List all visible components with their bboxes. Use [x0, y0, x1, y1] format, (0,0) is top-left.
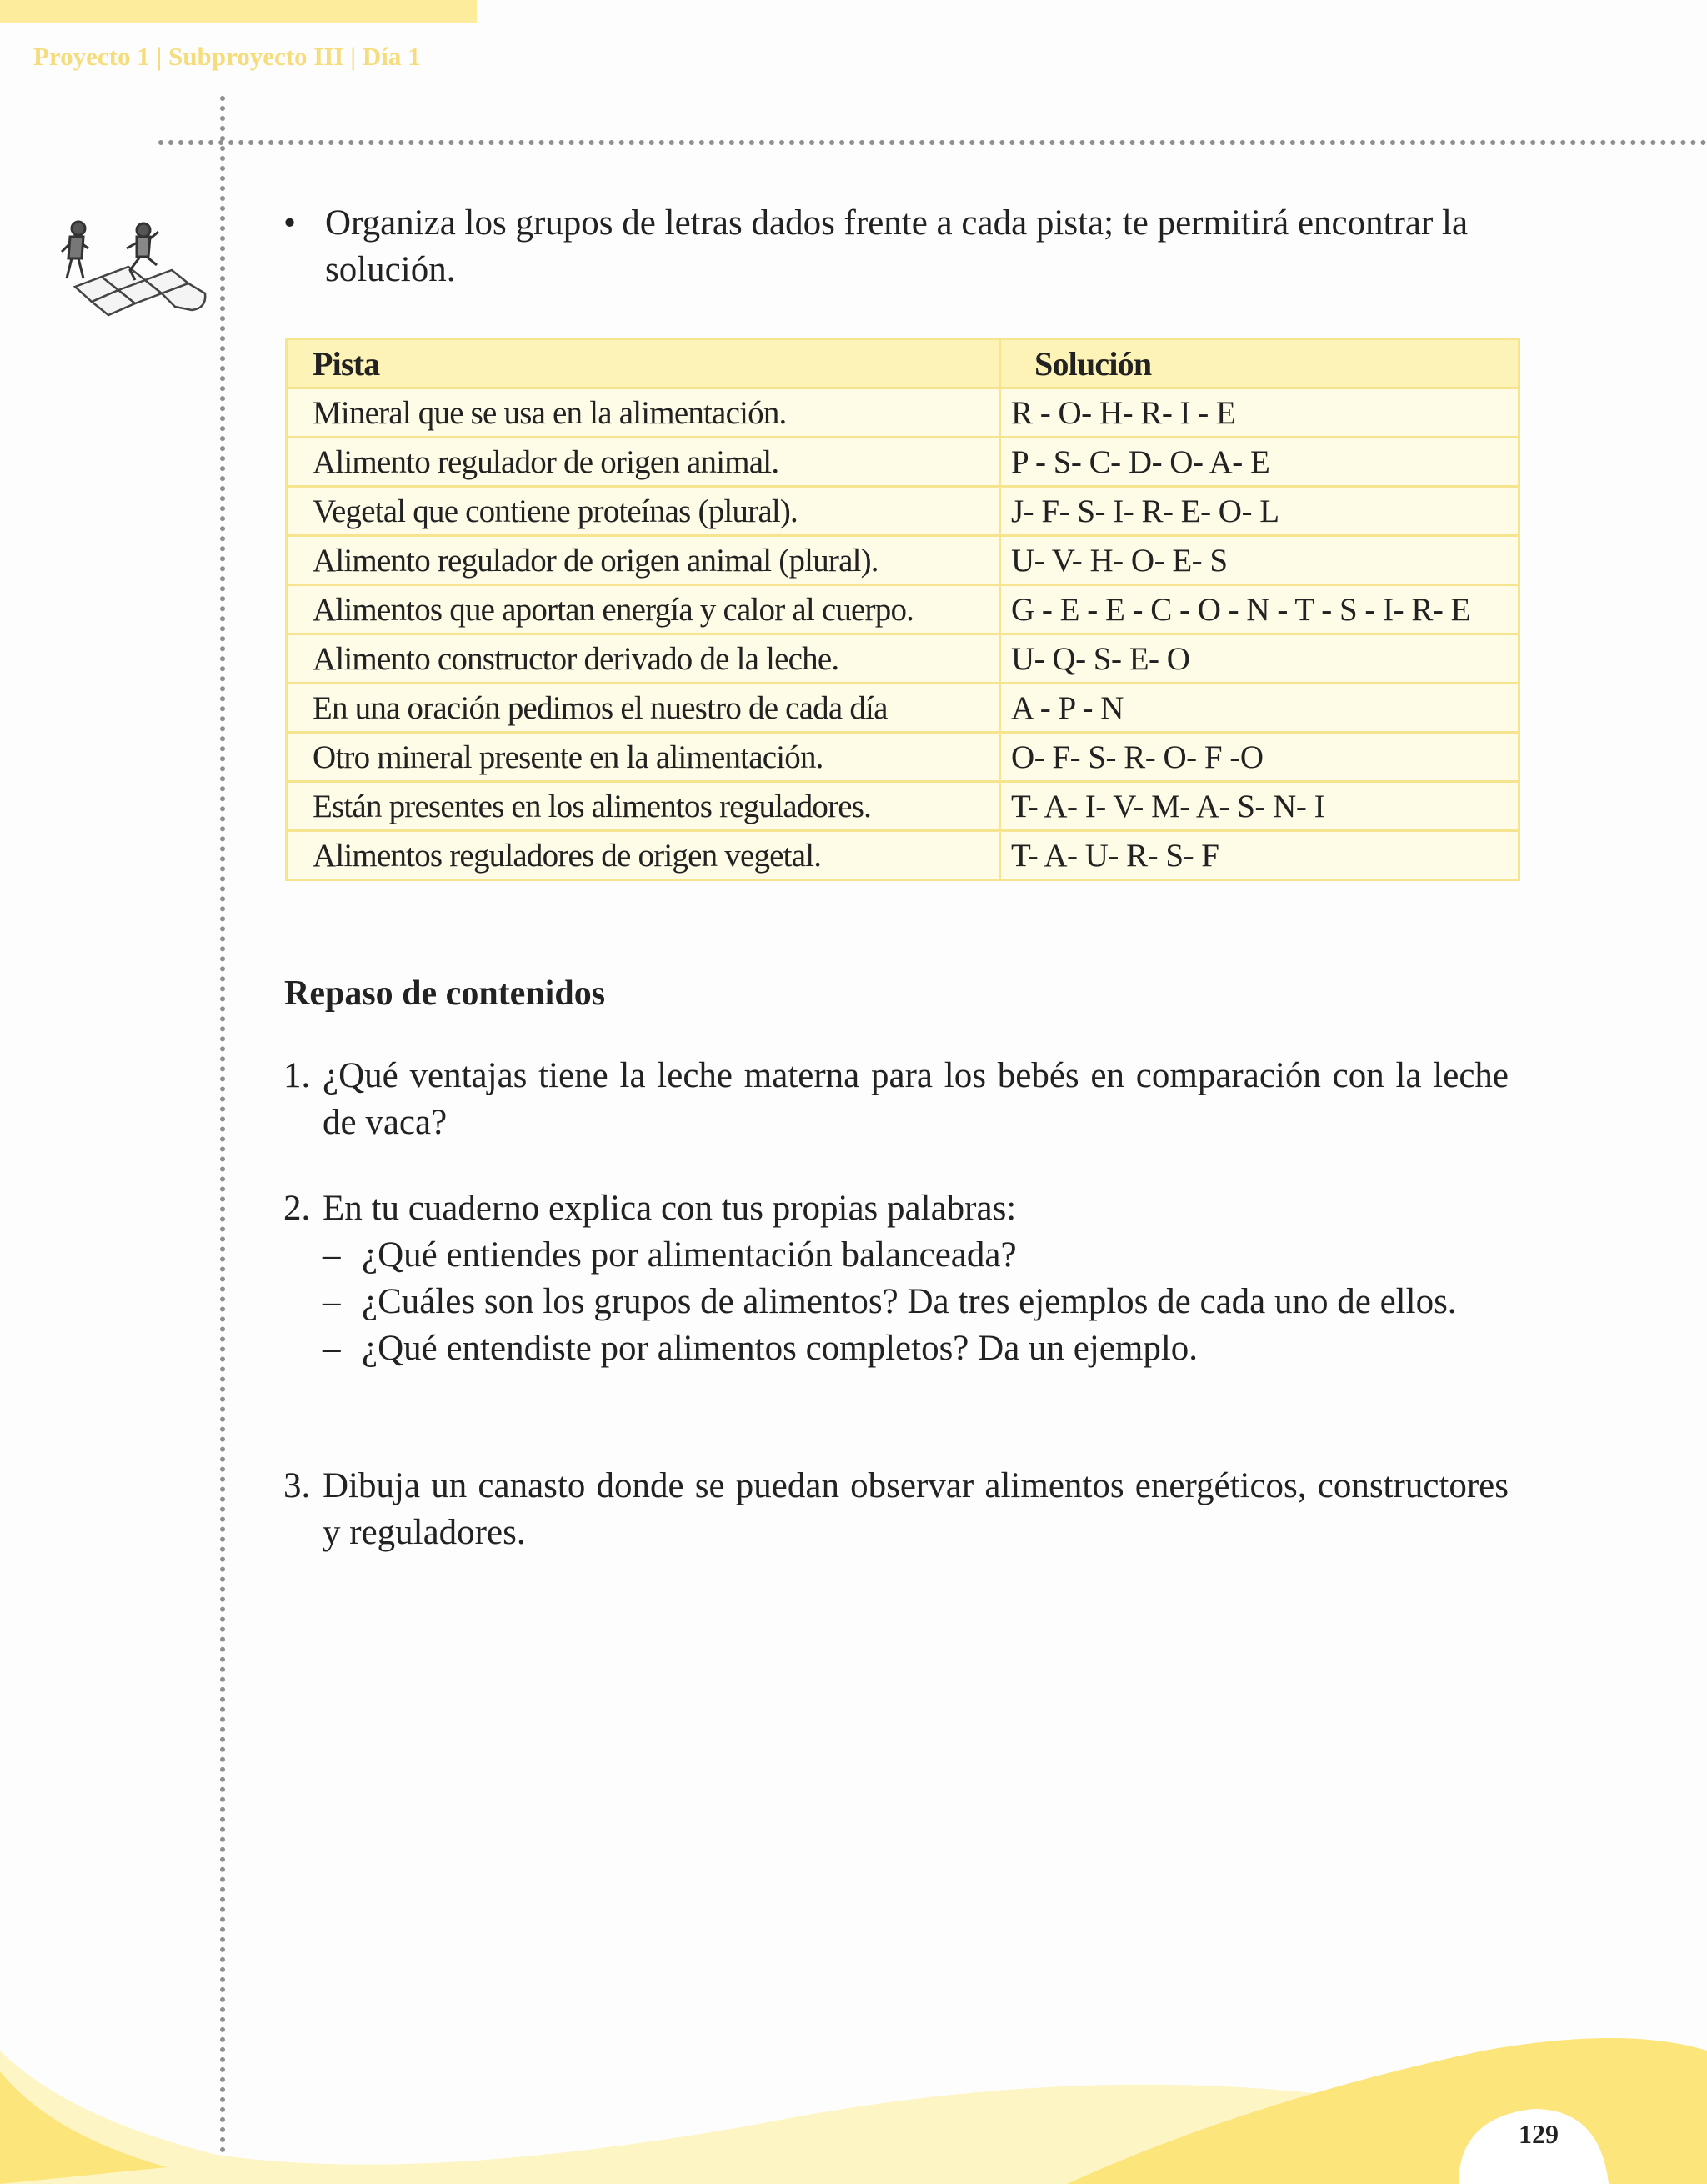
- table-row: [287, 536, 1519, 585]
- section-title: Repaso de contenidos: [284, 974, 606, 1013]
- sub-question: [323, 1232, 1509, 1279]
- top-accent-bar: [0, 0, 477, 23]
- clue-cell: En una oración pedimos el nuestro de cada día: [287, 684, 1000, 733]
- table-row: [287, 733, 1519, 782]
- header-solucion: Solución: [1000, 339, 1519, 388]
- table-header-row: [287, 339, 1519, 388]
- review-question-2: [283, 1185, 1509, 1372]
- instruction-text: Organiza los grupos de letras dados frente a cada pista; te permitirá encontrar la solución.: [325, 203, 1469, 289]
- clue-table: [285, 338, 1520, 881]
- sub-question-text: ¿Qué entiendes por alimentación balanceada?: [362, 1235, 1017, 1275]
- table-row: [287, 831, 1519, 880]
- horizontal-dotted-rule: [158, 140, 1707, 145]
- clue-cell: Mineral que se usa en la alimentación.: [287, 388, 1000, 438]
- question-number: 3.: [283, 1466, 311, 1505]
- footer-wave-decoration: [0, 2001, 1707, 2184]
- clue-cell: Alimentos reguladores de origen vegetal.: [287, 831, 1000, 880]
- scrambled-letters-cell: U- V- H- O- E- S: [1000, 536, 1519, 585]
- review-question-3: [283, 1463, 1509, 1556]
- clue-cell: Vegetal que contiene proteínas (plural).: [287, 487, 1000, 536]
- child-figure-left: [62, 222, 88, 278]
- table-row: [287, 634, 1519, 684]
- table-row: [287, 487, 1519, 536]
- clue-cell: Alimento constructor derivado de la leche.: [287, 634, 1000, 684]
- sub-question: [323, 1325, 1509, 1372]
- activity-instruction: [283, 200, 1509, 293]
- scrambled-letters-cell: U- Q- S- E- O: [1000, 634, 1519, 684]
- scrambled-letters-cell: J- F- S- I- R- E- O- L: [1000, 487, 1519, 536]
- bullet-marker: •: [283, 203, 297, 243]
- review-question-1: [283, 1053, 1509, 1146]
- table-row: [287, 585, 1519, 634]
- scrambled-letters-cell: P - S- C- D- O- A- E: [1000, 438, 1519, 487]
- table-row: [287, 388, 1519, 438]
- question-text: ¿Qué ventajas tiene la leche materna para los bebés en comparación con la leche de vaca?: [323, 1056, 1509, 1142]
- child-figure-right: [127, 223, 158, 280]
- page-number: 129: [1519, 2119, 1559, 2149]
- running-head: Proyecto 1 | Subproyecto III | Día 1: [33, 42, 421, 71]
- question-text: En tu cuaderno explica con tus propias palabras:: [323, 1189, 1017, 1228]
- table-row: [287, 438, 1519, 487]
- dash-marker: –: [323, 1329, 341, 1368]
- question-number: 1.: [283, 1056, 311, 1095]
- scrambled-letters-cell: O- F- S- R- O- F -O: [1000, 733, 1519, 782]
- clue-cell: Alimento regulador de origen animal (plural).: [287, 536, 1000, 585]
- clue-cell: Alimentos que aportan energía y calor al cuerpo.: [287, 585, 1000, 634]
- scrambled-letters-cell: T- A- U- R- S- F: [1000, 831, 1519, 880]
- sub-question-text: ¿Cuáles son los grupos de alimentos? Da tres ejemplos de cada uno de ellos.: [362, 1282, 1457, 1321]
- clue-cell: Alimento regulador de origen animal.: [287, 438, 1000, 487]
- scrambled-letters-cell: T- A- I- V- M- A- S- N- I: [1000, 782, 1519, 831]
- clue-cell: Otro mineral presente en la alimentación.: [287, 733, 1000, 782]
- sub-question-text: ¿Qué entendiste por alimentos completos? Da un ejemplo.: [362, 1329, 1199, 1368]
- dash-marker: –: [323, 1282, 341, 1321]
- scrambled-letters-cell: G - E - E - C - O - N - T - S - I- R- E: [1000, 585, 1519, 634]
- hopscotch-children-illustration: [50, 218, 208, 323]
- table-row: [287, 684, 1519, 733]
- scrambled-letters-cell: R - O- H- R- I - E: [1000, 388, 1519, 438]
- question-text: Dibuja un canasto donde se puedan observar alimentos energéticos, constructores y reguladores.: [323, 1466, 1509, 1552]
- scrambled-letters-cell: A - P - N: [1000, 684, 1519, 733]
- vertical-dotted-rule: [220, 96, 225, 2184]
- question-number: 2.: [283, 1189, 311, 1228]
- dash-marker: –: [323, 1235, 341, 1275]
- sub-question: [323, 1279, 1509, 1325]
- clue-cell: Están presentes en los alimentos reguladores.: [287, 782, 1000, 831]
- header-pista: Pista: [287, 339, 1000, 388]
- table-row: [287, 782, 1519, 831]
